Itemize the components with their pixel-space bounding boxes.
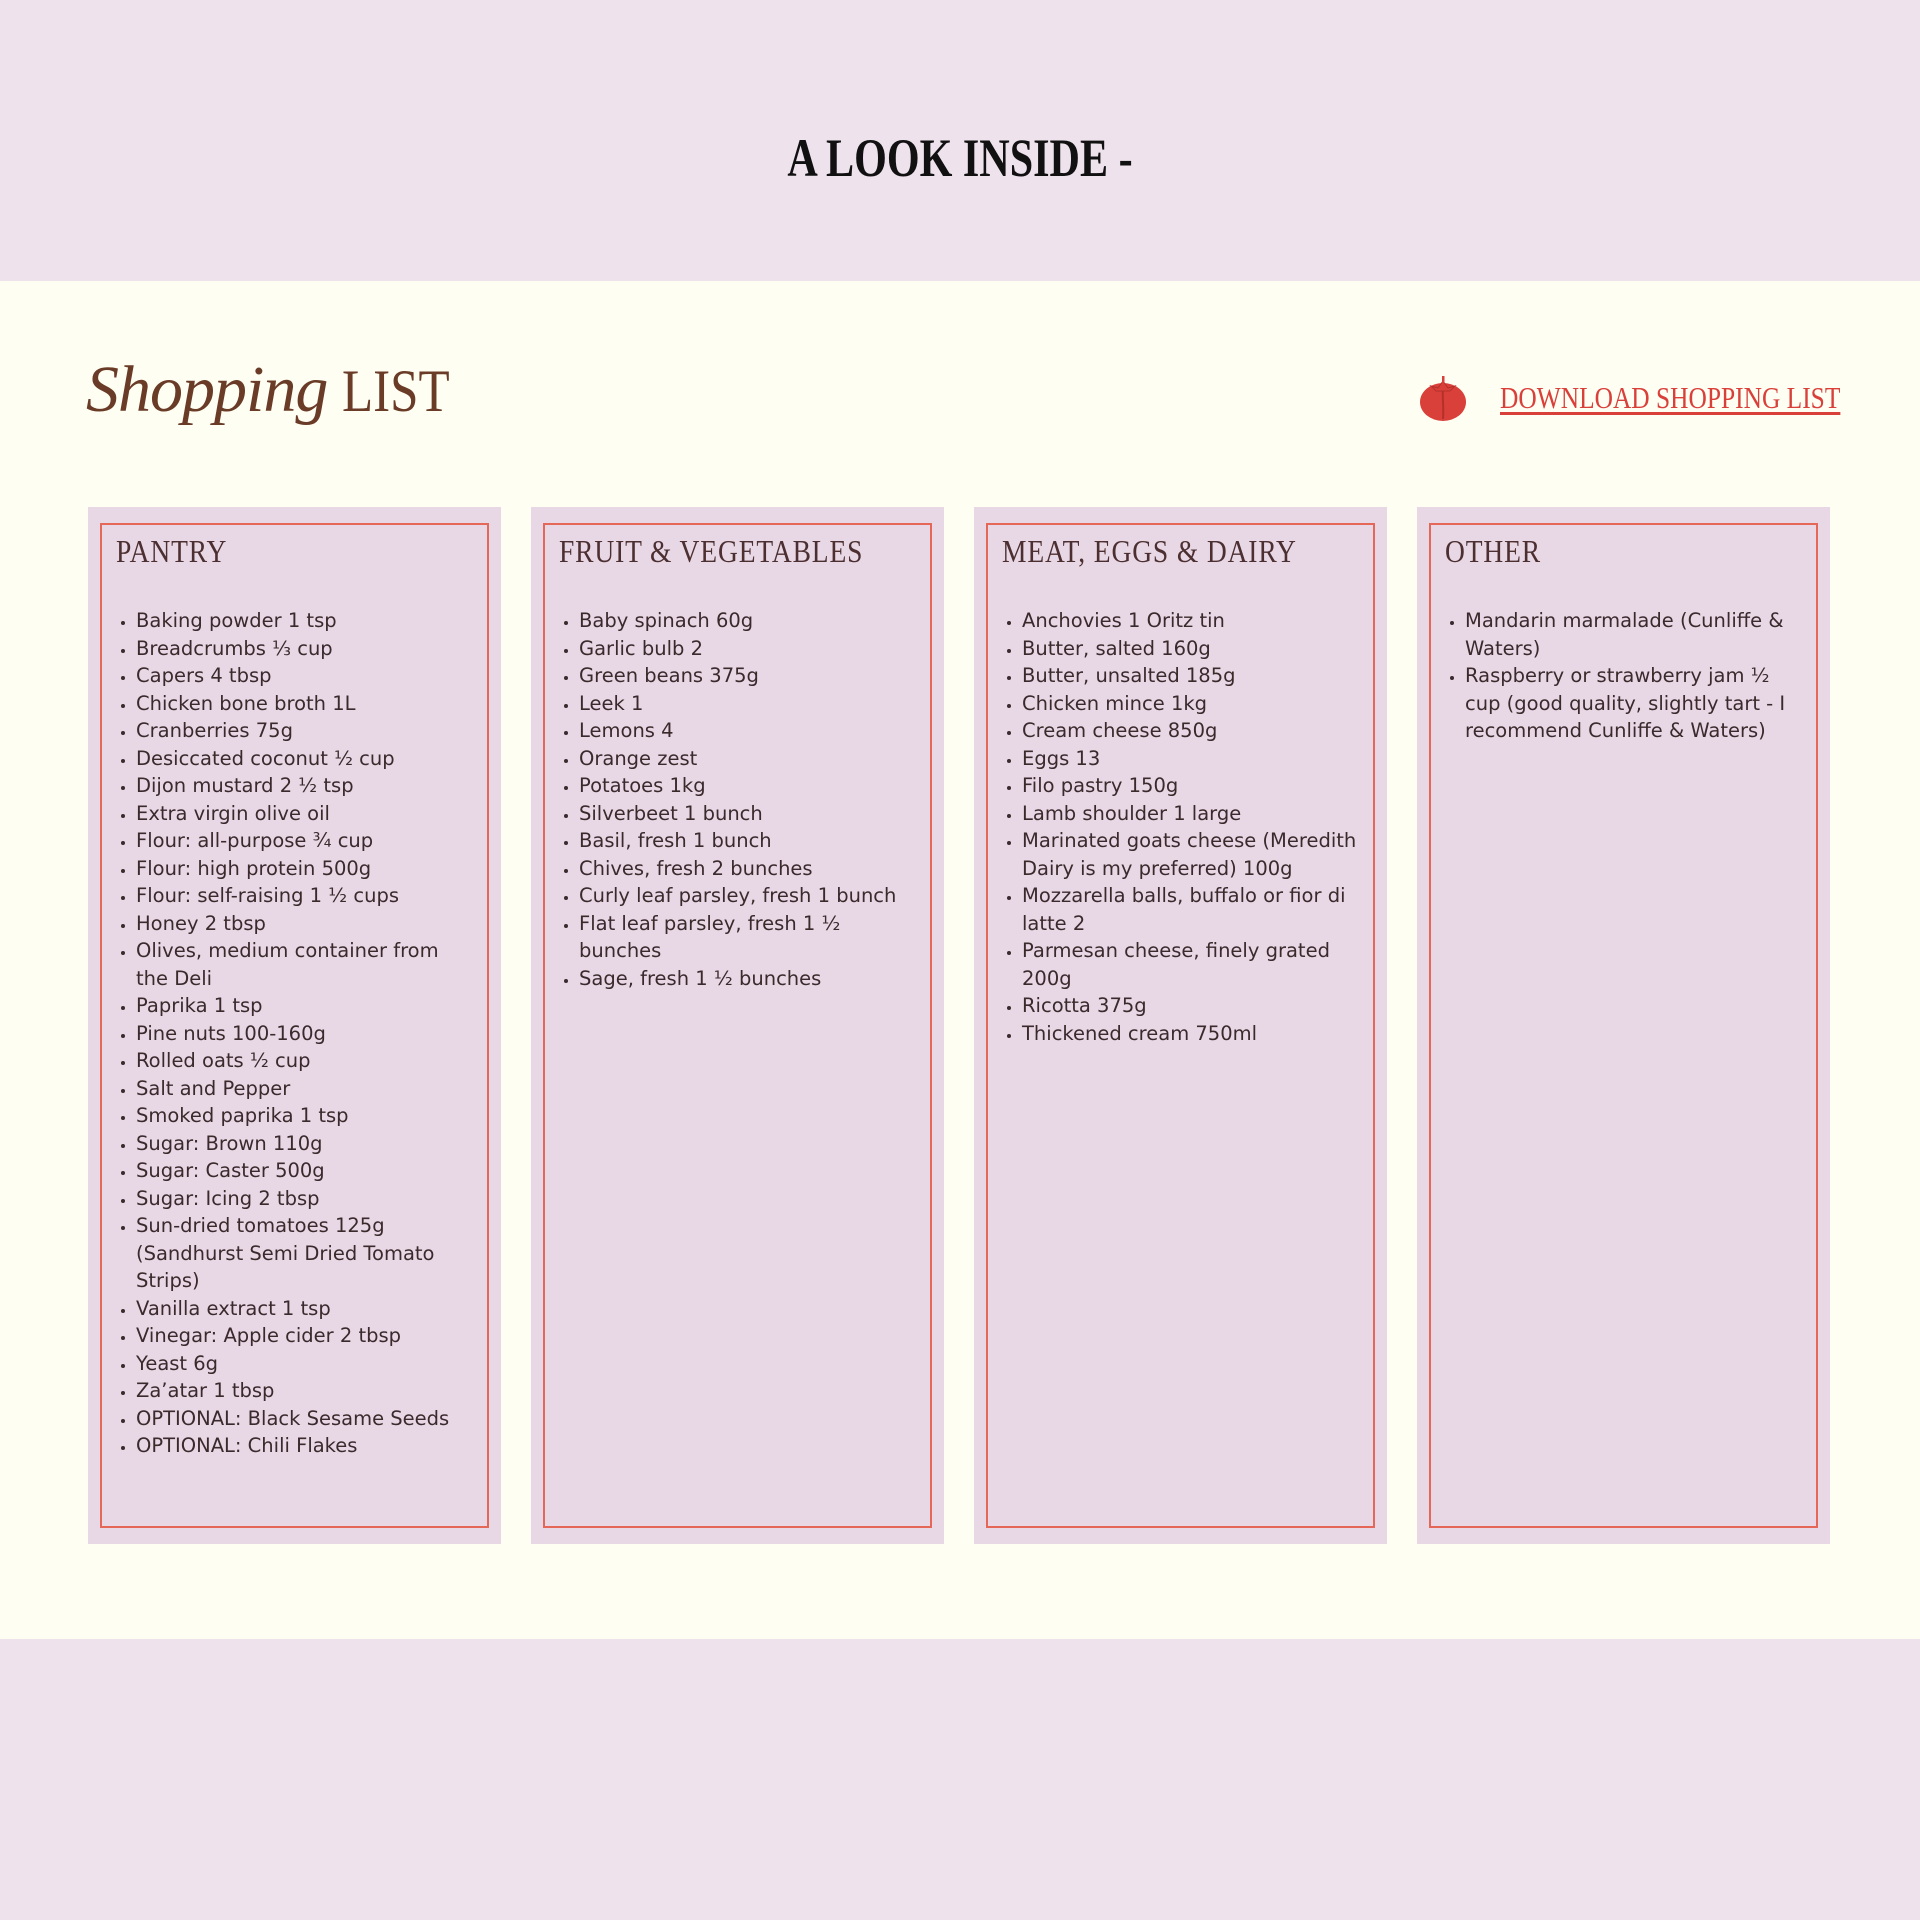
list-item: • Garlic bulb 2 (579, 635, 919, 663)
title-script-word: Shopping (86, 353, 328, 426)
list-item: • Lamb shoulder 1 large (1022, 800, 1362, 828)
list-item: • Breadcrumbs ⅓ cup (136, 635, 476, 663)
category-title: PANTRY (116, 533, 228, 569)
list-item: • OPTIONAL: Chili Flakes (136, 1432, 476, 1460)
category-title: OTHER (1445, 533, 1542, 569)
item-list (1445, 607, 1805, 745)
list-item: • Cream cheese 850g (1022, 717, 1362, 745)
list-item: • Chicken bone broth 1L (136, 690, 476, 718)
list-item: • Butter, unsalted 185g (1022, 662, 1362, 690)
list-item: • Ricotta 375g (1022, 992, 1362, 1020)
category-card-meat-eggs-dairy (974, 507, 1387, 1544)
list-item: • Extra virgin olive oil (136, 800, 476, 828)
category-title: MEAT, EGGS & DAIRY (1002, 533, 1297, 569)
list-item: • Vinegar: Apple cider 2 tbsp (136, 1322, 476, 1350)
list-item: • Salt and Pepper (136, 1075, 476, 1103)
list-item: • Sugar: Icing 2 tbsp (136, 1185, 476, 1213)
category-card-other (1417, 507, 1830, 1544)
list-item: • Sugar: Brown 110g (136, 1130, 476, 1158)
download-shopping-list-link[interactable] (1418, 370, 1915, 426)
tomato-icon (1418, 373, 1468, 423)
list-item: • Chives, fresh 2 bunches (579, 855, 919, 883)
list-item: • Yeast 6g (136, 1350, 476, 1378)
list-item: • Mandarin marmalade (Cunliffe & Waters) (1465, 607, 1805, 662)
list-item: • Baby spinach 60g (579, 607, 919, 635)
list-item: • Parmesan cheese, finely grated 200g (1022, 937, 1362, 992)
download-link-label[interactable]: DOWNLOAD SHOPPING LIST (1500, 380, 1841, 415)
list-item: • Butter, salted 160g (1022, 635, 1362, 663)
list-item: • Desiccated coconut ½ cup (136, 745, 476, 773)
list-item: • Mozzarella balls, buffalo or fior di latte 2 (1022, 882, 1362, 937)
list-item: • Curly leaf parsley, fresh 1 bunch (579, 882, 919, 910)
list-item: • Chicken mince 1kg (1022, 690, 1362, 718)
list-item: • Capers 4 tbsp (136, 662, 476, 690)
list-item: • Flat leaf parsley, fresh 1 ½ bunches (579, 910, 919, 965)
list-item: • Leek 1 (579, 690, 919, 718)
list-item: • Paprika 1 tsp (136, 992, 476, 1020)
list-item: • Sun-dried tomatoes 125g (Sandhurst Semi Dried Tomato Strips) (136, 1212, 476, 1295)
list-item: • Eggs 13 (1022, 745, 1362, 773)
list-item: • Flour: high protein 500g (136, 855, 476, 883)
list-item: • Flour: self-raising 1 ½ cups (136, 882, 476, 910)
list-item: • Marinated goats cheese (Meredith Dairy is my preferred) 100g (1022, 827, 1362, 882)
page-heading: A LOOK INSIDE - (787, 128, 1133, 188)
list-item: • Thickened cream 750ml (1022, 1020, 1362, 1048)
list-item: • Lemons 4 (579, 717, 919, 745)
list-item: • Potatoes 1kg (579, 772, 919, 800)
list-item: • Pine nuts 100-160g (136, 1020, 476, 1048)
list-item: • Baking powder 1 tsp (136, 607, 476, 635)
header-band (0, 0, 1920, 281)
list-item: • Filo pastry 150g (1022, 772, 1362, 800)
list-item: • Rolled oats ½ cup (136, 1047, 476, 1075)
list-item: • Basil, fresh 1 bunch (579, 827, 919, 855)
item-list (1002, 607, 1362, 1047)
list-item: • Olives, medium container from the Deli (136, 937, 476, 992)
list-item: • Anchovies 1 Oritz tin (1022, 607, 1362, 635)
category-card-fruit-vegetables (531, 507, 944, 1544)
list-item: • Flour: all-purpose ¾ cup (136, 827, 476, 855)
list-item: • Orange zest (579, 745, 919, 773)
footer-band (0, 1639, 1920, 1920)
list-item: • OPTIONAL: Black Sesame Seeds (136, 1405, 476, 1433)
item-list (116, 607, 476, 1460)
shopping-list-title (86, 352, 469, 432)
list-item: • Vanilla extract 1 tsp (136, 1295, 476, 1323)
list-item: • Silverbeet 1 bunch (579, 800, 919, 828)
list-item: • Raspberry or strawberry jam ½ cup (good quality, slightly tart - I recommend Cunliffe & Waters) (1465, 662, 1805, 745)
list-item: • Smoked paprika 1 tsp (136, 1102, 476, 1130)
list-item: • Sugar: Caster 500g (136, 1157, 476, 1185)
list-item: • Cranberries 75g (136, 717, 476, 745)
item-list (559, 607, 919, 992)
category-title: FRUIT & VEGETABLES (559, 533, 864, 569)
list-item: • Sage, fresh 1 ½ bunches (579, 965, 919, 993)
title-caps-word: LIST (342, 358, 450, 424)
category-card-pantry (88, 507, 501, 1544)
list-item: • Green beans 375g (579, 662, 919, 690)
list-item: • Za’atar 1 tbsp (136, 1377, 476, 1405)
list-item: • Honey 2 tbsp (136, 910, 476, 938)
list-item: • Dijon mustard 2 ½ tsp (136, 772, 476, 800)
